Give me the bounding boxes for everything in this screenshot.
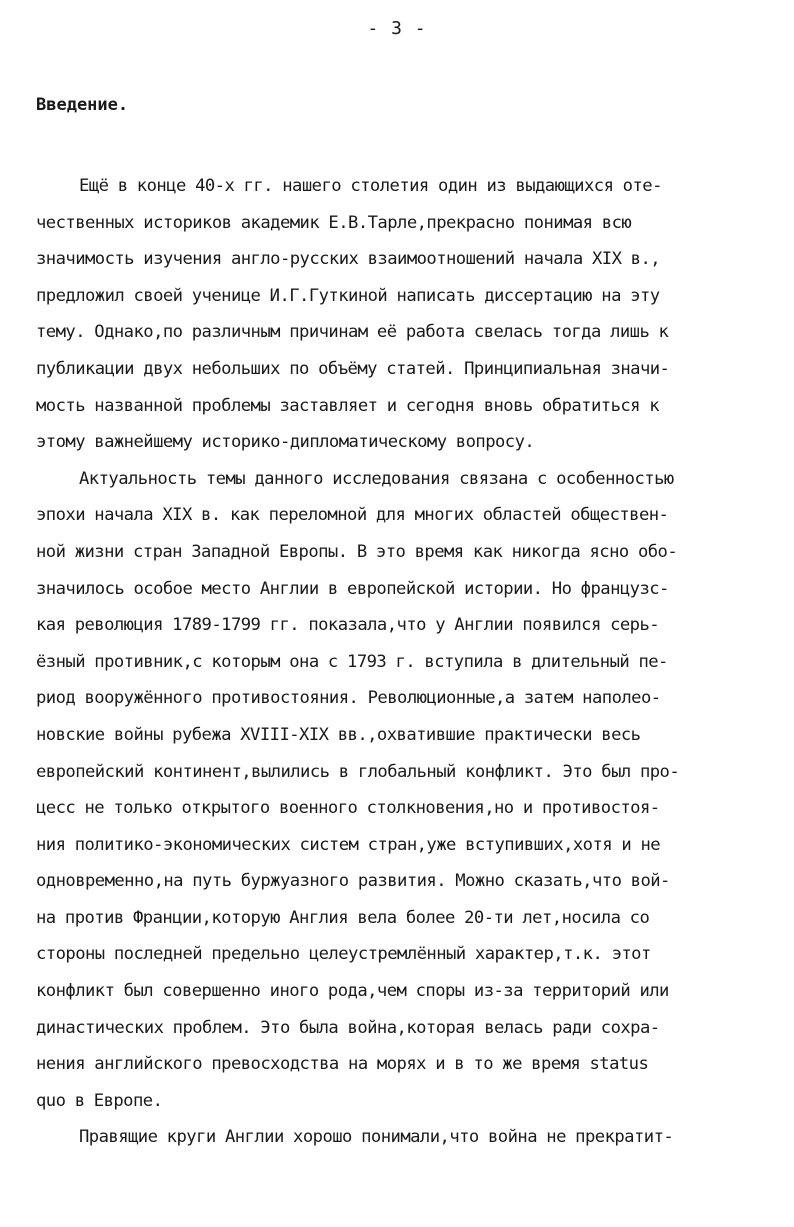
- body-text: [36, 168, 766, 1156]
- text-line: ной жизни стран Западной Европы. В это время как никогда ясно обо-: [36, 541, 678, 562]
- text-line: европейский континент,вылились в глобальный конфликт. Это был про-: [36, 761, 680, 782]
- text-line: цесс не только открытого военного столкновения,но и противостоя-: [36, 798, 660, 819]
- text-line: риод вооружённого противостояния. Революционные,а затем наполео-: [36, 688, 661, 709]
- text-line: стороны последней предельно целеустремлённый характер,т.к. этот: [36, 944, 651, 965]
- text-line: чественных историков академик Е.В.Тарле,прекрасно понимая всю: [36, 212, 632, 233]
- text-line: Правящие круги Англии хорошо понимали,что война не прекратит-: [79, 1127, 674, 1148]
- text-line: значилось особое место Англии в европейской истории. Но французс-: [36, 578, 669, 599]
- section-heading: Введение.: [36, 95, 129, 115]
- text-line: на против Франции,которую Англия вела более 20-ти лет,носила со: [36, 907, 650, 928]
- text-line: тему. Однако,по различным причинам её работа свелась тогда лишь к: [36, 322, 669, 343]
- text-line: Актуальность темы данного исследования связана с особенностью: [79, 468, 674, 489]
- text-line: Ещё в конце 40-х гг. нашего столетия один из выдающихся оте-: [79, 176, 662, 196]
- text-line: этому важнейшему историко-дипломатическому вопросу.: [36, 432, 535, 453]
- text-line: нения английского превосходства на морях и в то же время status: [36, 1054, 649, 1075]
- text-line: предложил своей ученице И.Г.Гуткиной написать диссертацию на эту: [36, 285, 660, 306]
- text-line: quo в Европе.: [36, 1090, 163, 1111]
- page-number: - 3 -: [367, 18, 427, 39]
- text-line: конфликт был совершенно иного рода,чем споры из-за территорий или: [36, 981, 669, 1002]
- text-line: новские войны рубежа XVIII-XIX вв.,охватившие практически весь: [36, 724, 641, 745]
- text-line: династических проблем. Это была война,которая велась ради сохра-: [36, 1017, 660, 1038]
- text-line: значимость изучения англо-русских взаимоотношений начала XIX в.,: [36, 249, 661, 270]
- text-line: мость названной проблемы заставляет и сегодня вновь обратиться к: [36, 395, 660, 416]
- text-line: кая революция 1789-1799 гг. показала,что у Англии появился серь-: [36, 615, 660, 636]
- text-line: ёзный противник,с которым она с 1793 г. вступила в длительный пе-: [36, 651, 668, 672]
- text-line: одновременно,на путь буржуазного развития. Можно сказать,что вой-: [36, 871, 670, 892]
- text-line: эпохи начала XIX в. как переломной для многих областей обществен-: [36, 505, 669, 526]
- text-line: публикации двух небольших по объёму статей. Принципиальная значи-: [36, 358, 670, 379]
- text-line: ния политико-экономических систем стран,уже вступивших,хотя и не: [36, 834, 661, 855]
